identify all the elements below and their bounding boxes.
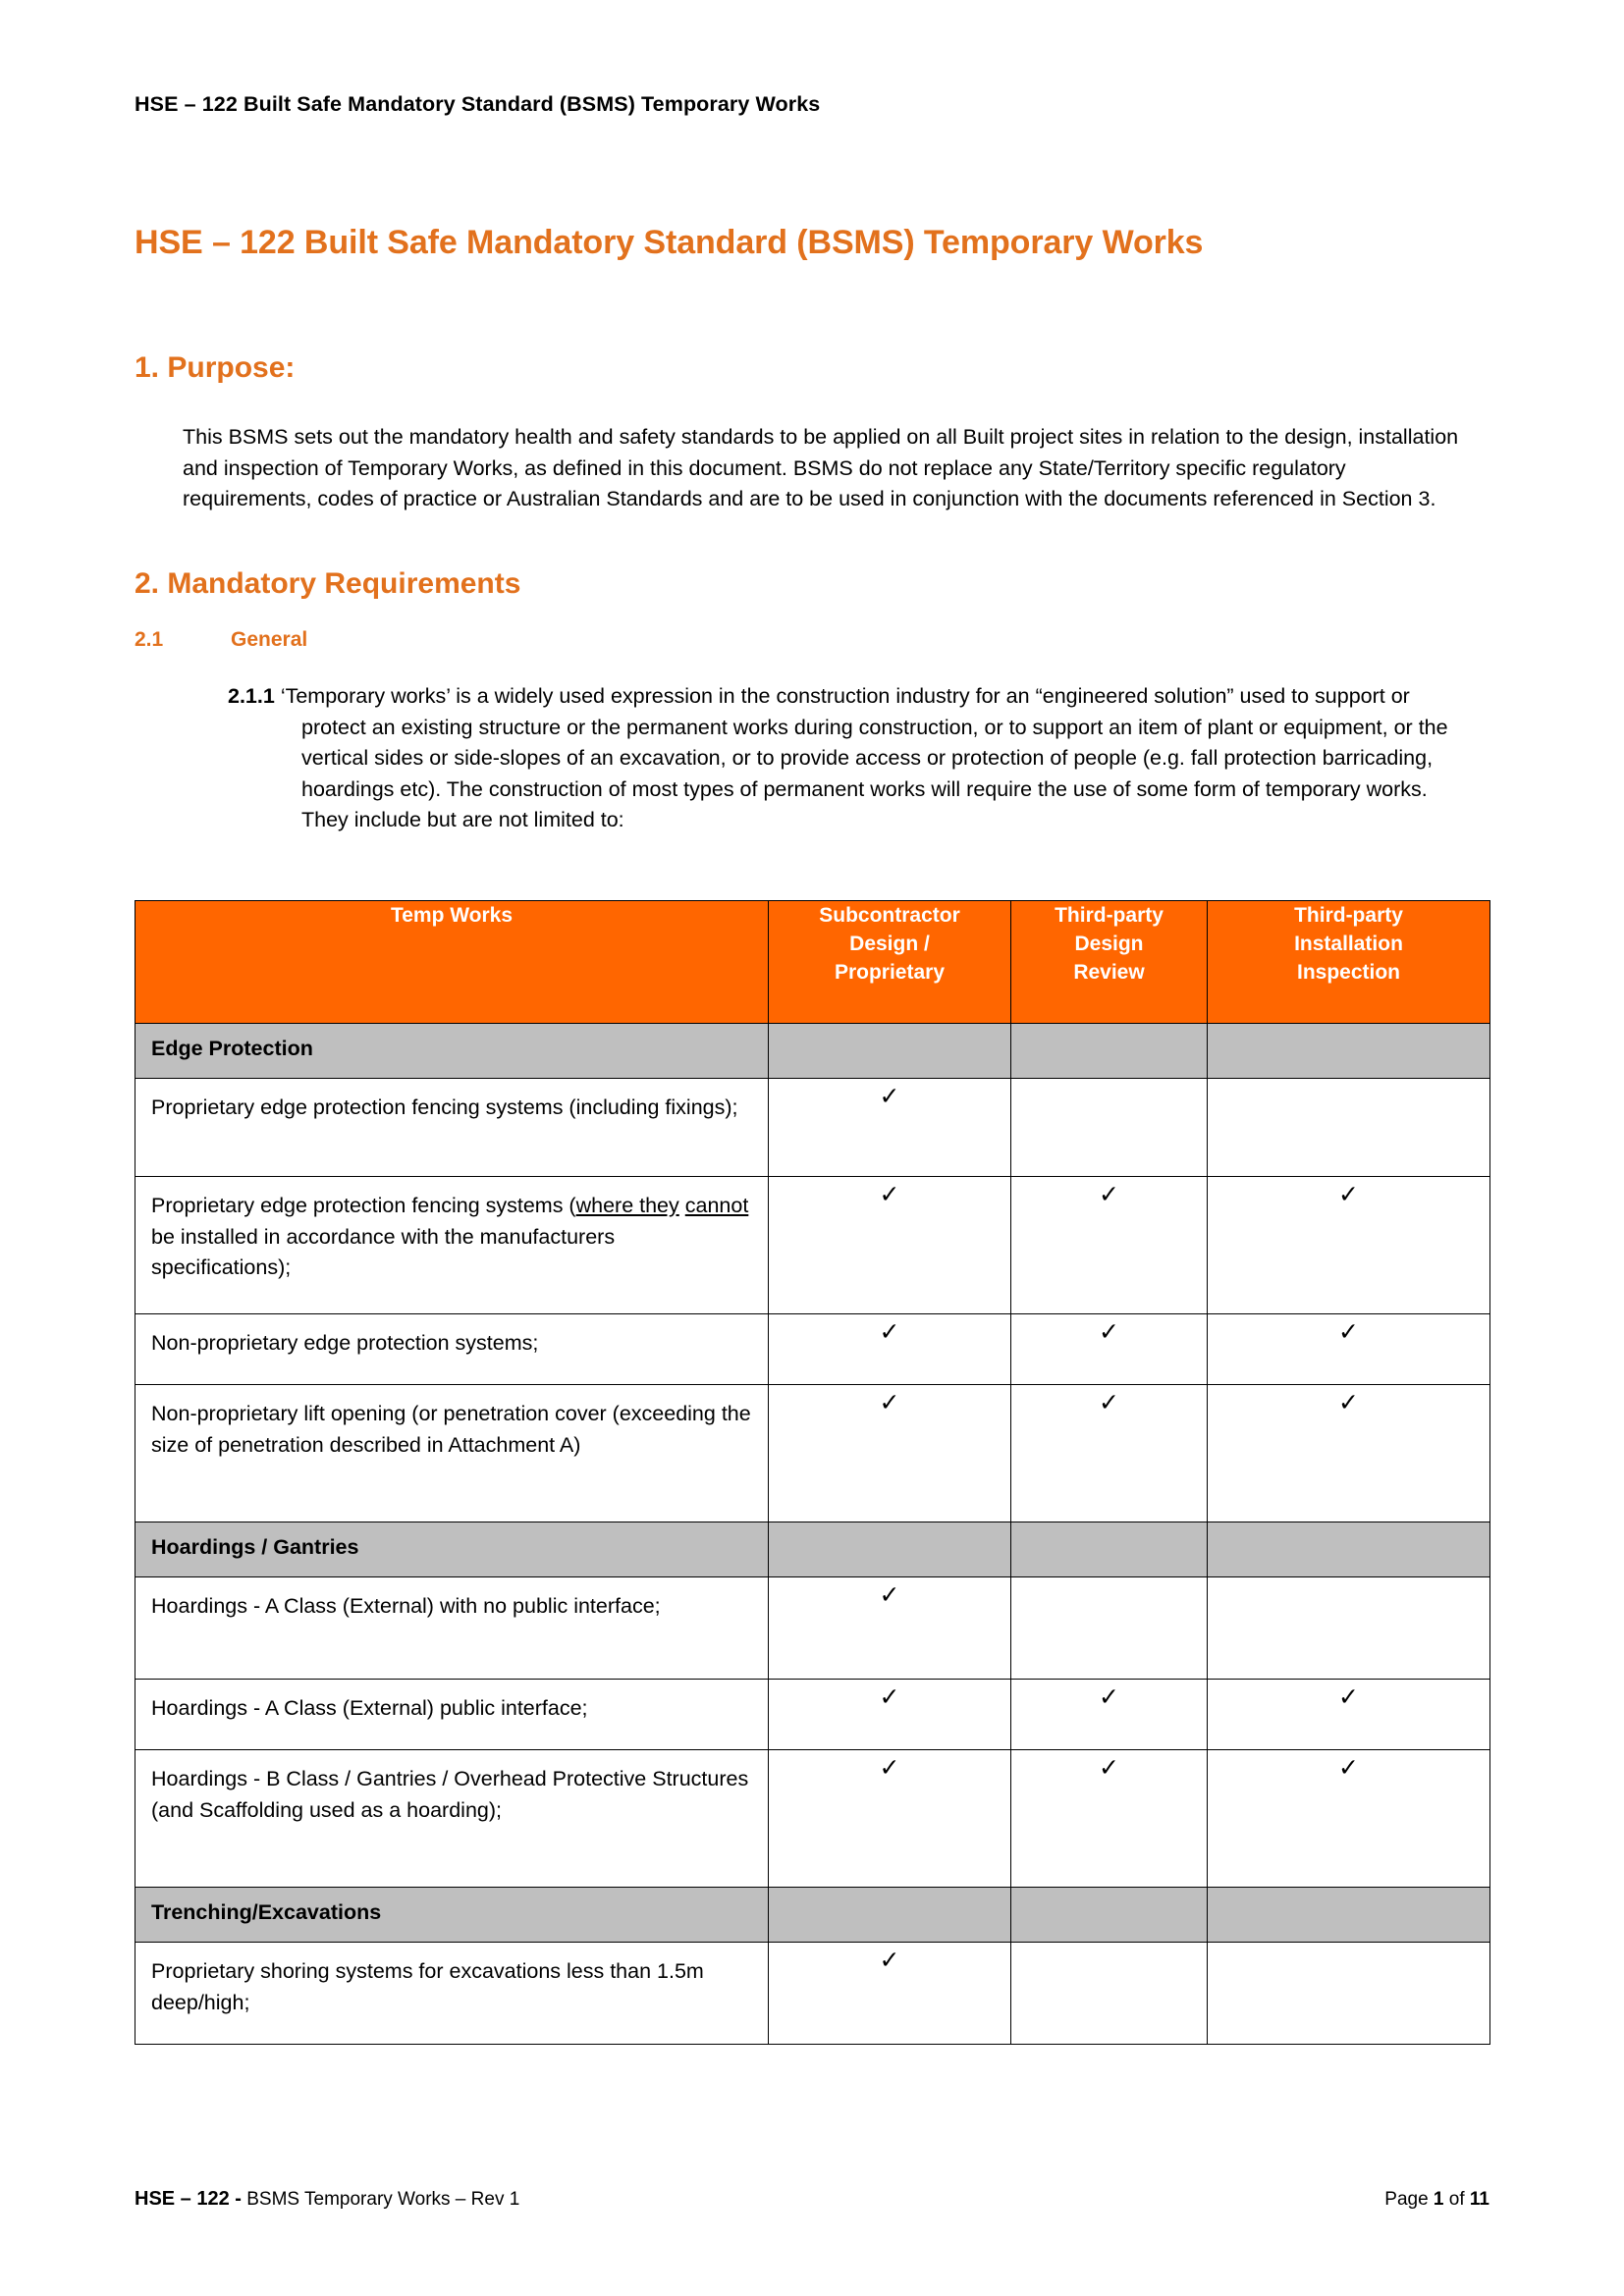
column-header-line: Third-party bbox=[1055, 904, 1164, 927]
check-icon: ✓ bbox=[879, 1317, 900, 1346]
cell-subcontractor-design bbox=[769, 1750, 1011, 1888]
cell-subcontractor-design bbox=[769, 1943, 1011, 2045]
clause-2-1-1 bbox=[228, 681, 1460, 836]
row-label bbox=[135, 1177, 769, 1314]
column-header-line: Temp Works bbox=[390, 904, 514, 927]
table-row bbox=[135, 1177, 1490, 1314]
group-label: Trenching/Excavations bbox=[135, 1888, 769, 1943]
row-label: Proprietary edge protection fencing systems (including fixings); bbox=[135, 1079, 769, 1177]
footer-total-pages: 11 bbox=[1469, 2189, 1489, 2210]
cell-third-party-design-review bbox=[1011, 1314, 1208, 1385]
cell-third-party-design-review bbox=[1011, 1385, 1208, 1522]
running-header: HSE – 122 Built Safe Mandatory Standard (BSMS) Temporary Works bbox=[135, 92, 821, 116]
check-icon: ✓ bbox=[879, 1580, 900, 1609]
group-cell bbox=[769, 1888, 1011, 1943]
check-icon: ✓ bbox=[1099, 1753, 1119, 1782]
check-icon: ✓ bbox=[879, 1180, 900, 1208]
table-row bbox=[135, 1314, 1490, 1385]
heading-purpose: 1. Purpose: bbox=[135, 351, 296, 384]
cell-subcontractor-design bbox=[769, 1577, 1011, 1680]
heading-general-label: General bbox=[231, 628, 308, 651]
cell-third-party-installation-inspection bbox=[1208, 1943, 1490, 2045]
column-header-line: Subcontractor bbox=[819, 904, 960, 927]
cell-third-party-design-review bbox=[1011, 1750, 1208, 1888]
check-icon: ✓ bbox=[1099, 1388, 1119, 1416]
cell-subcontractor-design bbox=[769, 1680, 1011, 1750]
page-title: HSE – 122 Built Safe Mandatory Standard (BSMS) Temporary Works bbox=[135, 224, 1204, 261]
cell-third-party-installation-inspection bbox=[1208, 1177, 1490, 1314]
check-icon: ✓ bbox=[1338, 1317, 1359, 1346]
column-header-line: Installation bbox=[1294, 933, 1403, 955]
cell-subcontractor-design bbox=[769, 1314, 1011, 1385]
table-group-row bbox=[135, 1522, 1490, 1577]
column-header-subcontractor-design bbox=[769, 901, 1011, 1024]
footer-current-page: 1 bbox=[1433, 2189, 1444, 2210]
cell-third-party-design-review bbox=[1011, 1577, 1208, 1680]
check-icon: ✓ bbox=[879, 1388, 900, 1416]
cell-third-party-design-review bbox=[1011, 1177, 1208, 1314]
footer-left bbox=[135, 2188, 519, 2211]
paragraph-purpose: This BSMS sets out the mandatory health and safety standards to be applied on all Built project sites in relation to the design, installation and inspection of Temporary Works, as defined in this document. BSMS do not replace any State/Territory specific regulatory requirements, codes of practice or Australian Standards and are to be used in conjunction with the documents referenced in Section 3. bbox=[183, 425, 1459, 510]
check-icon: ✓ bbox=[1099, 1317, 1119, 1346]
row-label-underline-1: where they bbox=[575, 1194, 679, 1217]
table-row bbox=[135, 1385, 1490, 1522]
table-row bbox=[135, 1680, 1490, 1750]
group-cell bbox=[1011, 1522, 1208, 1577]
cell-third-party-installation-inspection bbox=[1208, 1314, 1490, 1385]
cell-third-party-design-review bbox=[1011, 1943, 1208, 2045]
table-row bbox=[135, 1577, 1490, 1680]
heading-general bbox=[135, 628, 307, 652]
table-group-row bbox=[135, 1024, 1490, 1079]
page-footer bbox=[135, 2188, 1489, 2211]
check-icon: ✓ bbox=[1338, 1753, 1359, 1782]
row-label: Non-proprietary lift opening (or penetration cover (exceeding the size of penetration described in Attachment A) bbox=[135, 1385, 769, 1522]
column-header-line: Review bbox=[1073, 961, 1145, 984]
cell-third-party-installation-inspection bbox=[1208, 1680, 1490, 1750]
row-label: Hoardings - A Class (External) with no public interface; bbox=[135, 1577, 769, 1680]
column-header-temp-works bbox=[135, 901, 769, 1024]
table-row bbox=[135, 1079, 1490, 1177]
group-label: Edge Protection bbox=[135, 1024, 769, 1079]
check-icon: ✓ bbox=[879, 1946, 900, 1974]
row-label: Non-proprietary edge protection systems; bbox=[135, 1314, 769, 1385]
cell-third-party-installation-inspection bbox=[1208, 1079, 1490, 1177]
clause-number: 2.1.1 bbox=[228, 684, 275, 708]
group-label: Hoardings / Gantries bbox=[135, 1522, 769, 1577]
group-cell bbox=[1011, 1024, 1208, 1079]
cell-third-party-installation-inspection bbox=[1208, 1577, 1490, 1680]
heading-general-number: 2.1 bbox=[135, 628, 164, 651]
column-header-third-party-design-review bbox=[1011, 901, 1208, 1024]
column-header-line: Proprietary bbox=[834, 961, 946, 984]
table-header-row bbox=[135, 901, 1490, 1024]
check-icon: ✓ bbox=[879, 1682, 900, 1711]
table-row bbox=[135, 1943, 1490, 2045]
check-icon: ✓ bbox=[1338, 1682, 1359, 1711]
check-icon: ✓ bbox=[1099, 1180, 1119, 1208]
footer-page-prefix: Page bbox=[1384, 2189, 1434, 2210]
group-cell bbox=[1208, 1024, 1490, 1079]
cell-subcontractor-design bbox=[769, 1079, 1011, 1177]
group-cell bbox=[769, 1024, 1011, 1079]
check-icon: ✓ bbox=[1099, 1682, 1119, 1711]
temp-works-table bbox=[135, 900, 1490, 2045]
column-header-third-party-installation-inspection bbox=[1208, 901, 1490, 1024]
table-group-row bbox=[135, 1888, 1490, 1943]
column-header-line: Inspection bbox=[1296, 961, 1400, 984]
row-label-post: be installed in accordance with the manufacturers specifications); bbox=[151, 1224, 616, 1279]
group-cell bbox=[769, 1522, 1011, 1577]
footer-doc-code: HSE – 122 - bbox=[135, 2188, 242, 2210]
check-icon: ✓ bbox=[879, 1753, 900, 1782]
heading-mandatory-requirements: 2. Mandatory Requirements bbox=[135, 567, 521, 600]
cell-subcontractor-design bbox=[769, 1385, 1011, 1522]
row-label-underline-2: cannot bbox=[684, 1194, 749, 1217]
group-cell bbox=[1208, 1522, 1490, 1577]
row-label: Hoardings - B Class / Gantries / Overhead Protective Structures (and Scaffolding used as a hoarding); bbox=[135, 1750, 769, 1888]
footer-page-number bbox=[1384, 2189, 1489, 2211]
footer-page-mid: of bbox=[1443, 2189, 1470, 2210]
clause-text: ‘Temporary works’ is a widely used expression in the construction industry for an “engineered solution” used to support or protect an existing structure or the permanent works during construction, or to support an item of plant or equipment, or the vertical sides or side-slopes of an excavation, or to provide access or protection of people (e.g. fall protection barricading, hoardings etc). The construction of most types of permanent works will require the use of some form of temporary works. They include but are not limited to: bbox=[280, 684, 1448, 831]
column-header-line: Design / bbox=[849, 933, 930, 955]
group-cell bbox=[1208, 1888, 1490, 1943]
cell-third-party-design-review bbox=[1011, 1079, 1208, 1177]
row-label-pre: Proprietary edge protection fencing systems ( bbox=[151, 1194, 576, 1217]
check-icon: ✓ bbox=[1338, 1180, 1359, 1208]
group-cell bbox=[1011, 1888, 1208, 1943]
check-icon: ✓ bbox=[879, 1082, 900, 1110]
cell-third-party-installation-inspection bbox=[1208, 1750, 1490, 1888]
check-icon: ✓ bbox=[1338, 1388, 1359, 1416]
footer-doc-name: BSMS Temporary Works – Rev 1 bbox=[246, 2189, 520, 2210]
cell-subcontractor-design bbox=[769, 1177, 1011, 1314]
column-header-line: Design bbox=[1074, 933, 1144, 955]
table-row bbox=[135, 1750, 1490, 1888]
row-label: Hoardings - A Class (External) public interface; bbox=[135, 1680, 769, 1750]
column-header-line: Third-party bbox=[1294, 904, 1403, 927]
cell-third-party-installation-inspection bbox=[1208, 1385, 1490, 1522]
cell-third-party-design-review bbox=[1011, 1680, 1208, 1750]
row-label: Proprietary shoring systems for excavations less than 1.5m deep/high; bbox=[135, 1943, 769, 2045]
